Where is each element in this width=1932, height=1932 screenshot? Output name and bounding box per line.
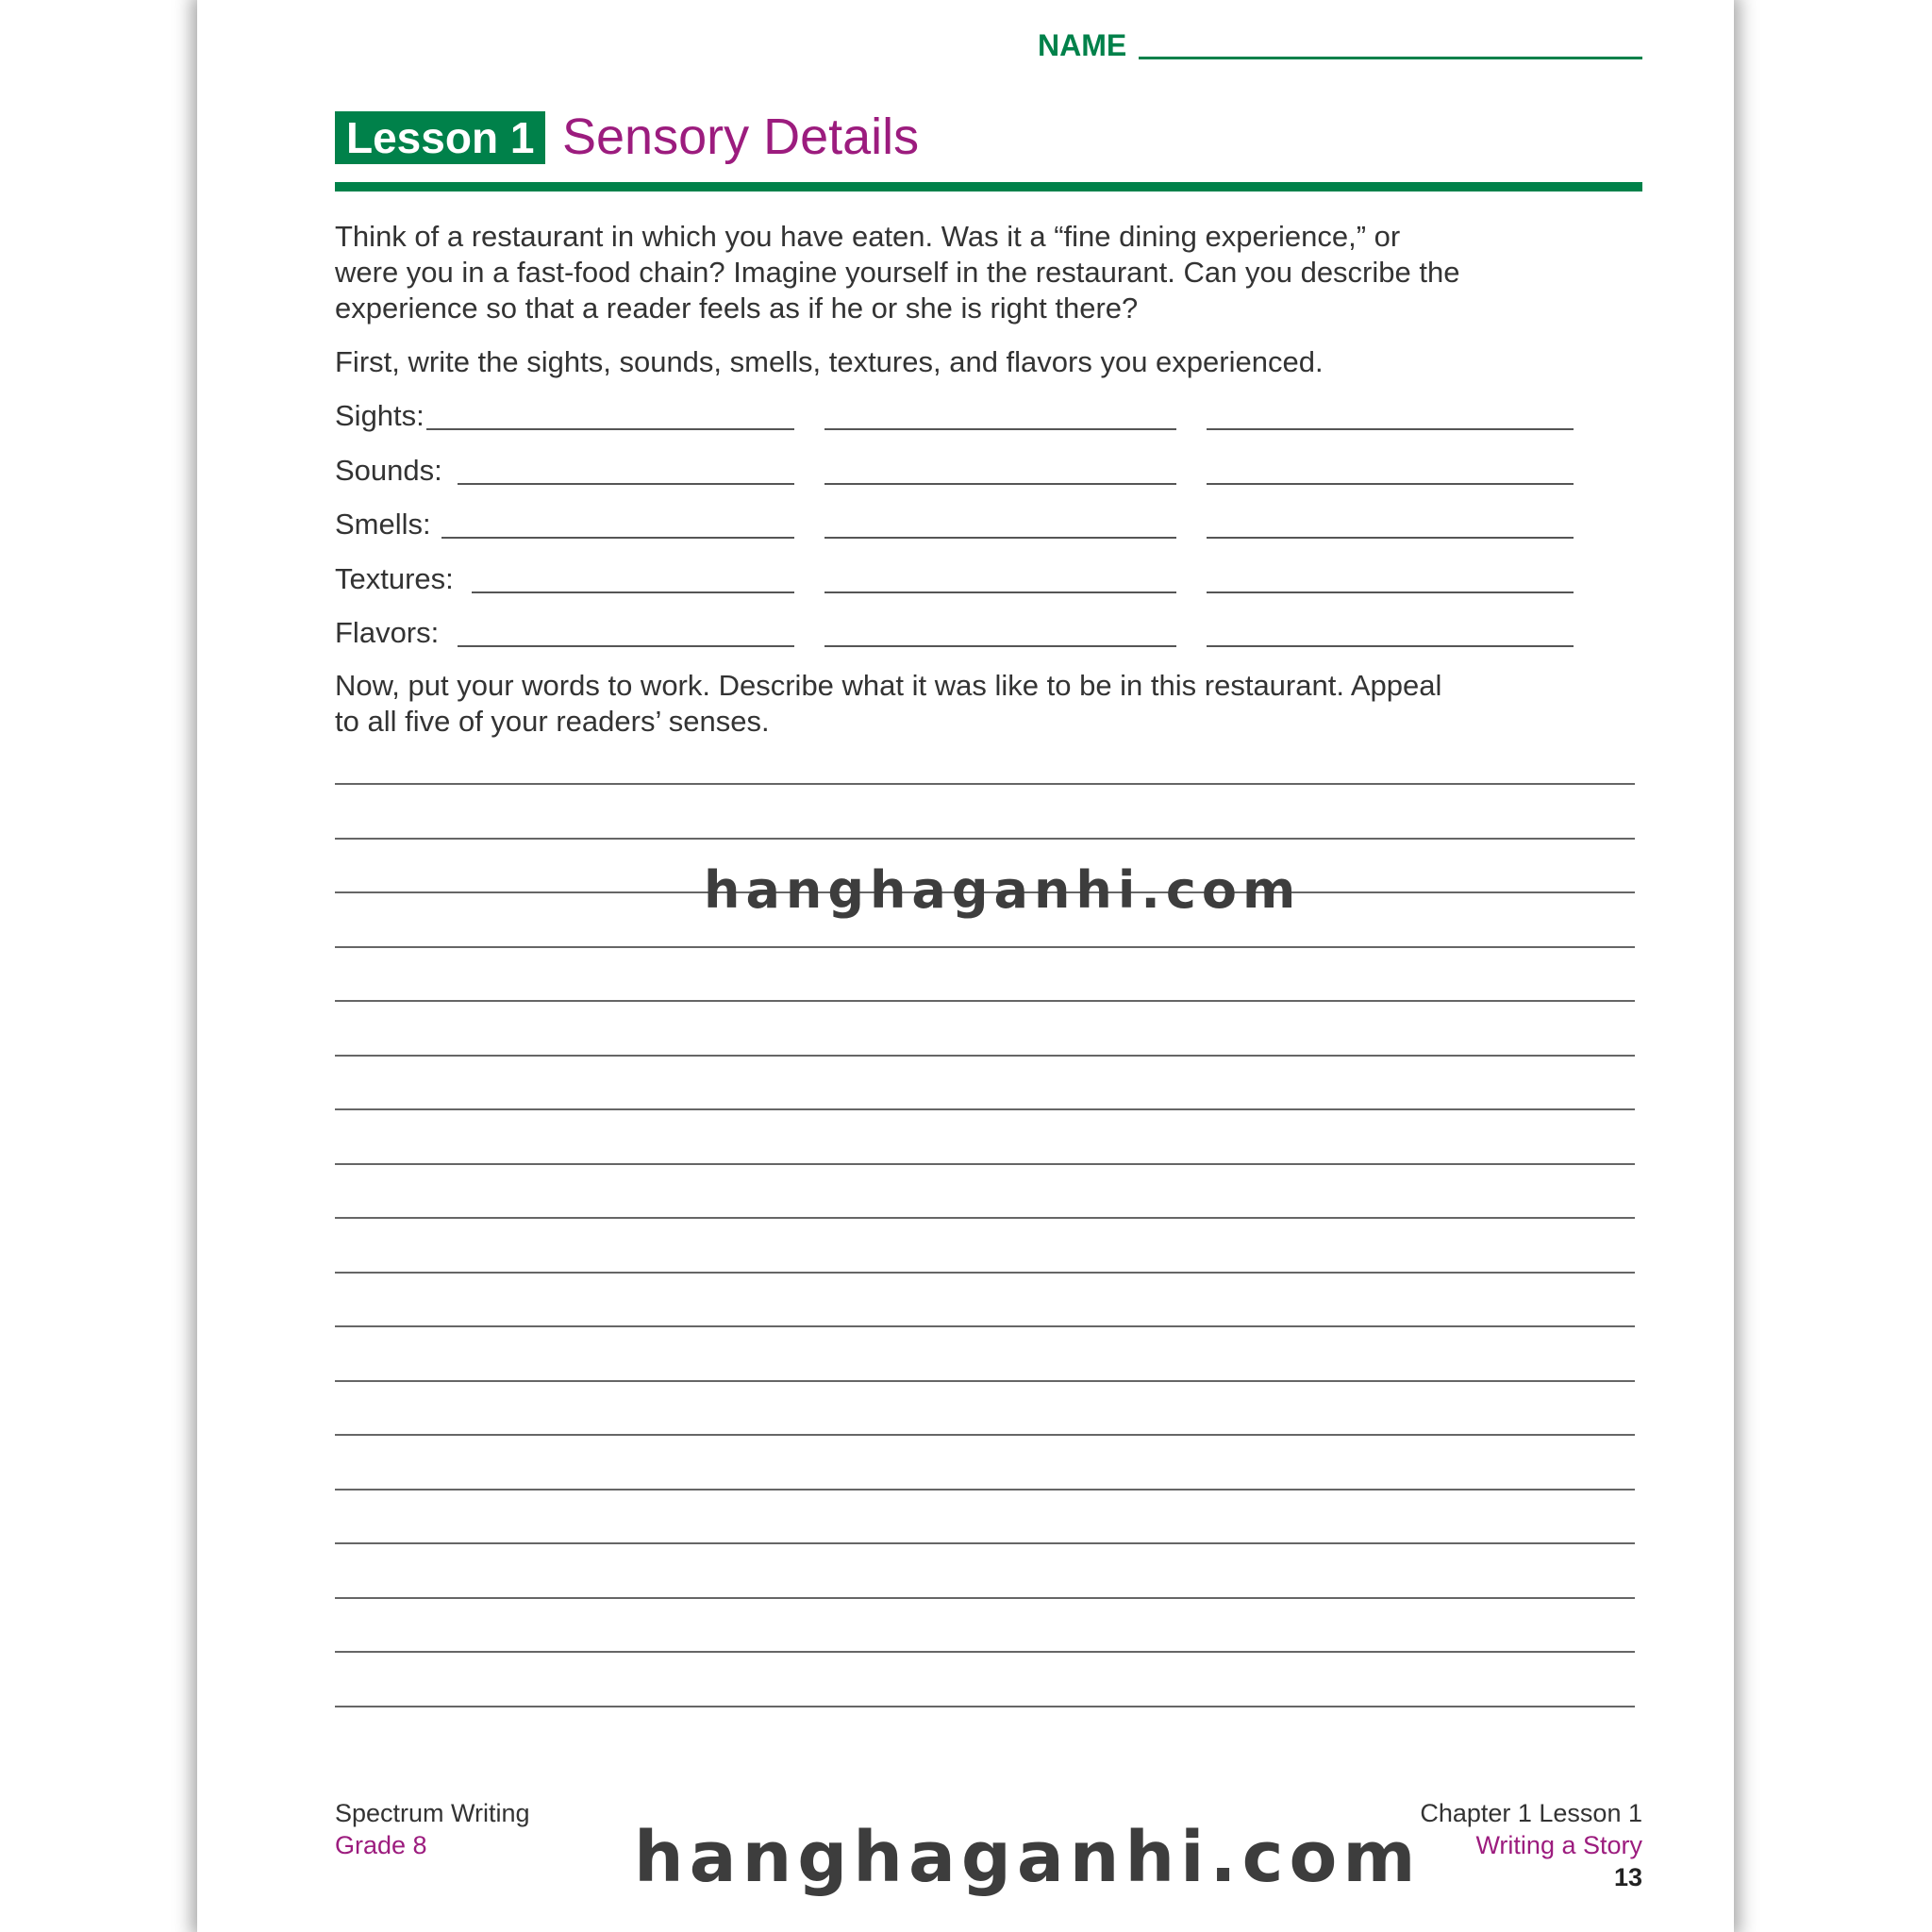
sense-row [335, 507, 431, 542]
writing-line[interactable] [335, 1325, 1635, 1327]
lesson-title: Sensory Details [562, 108, 920, 165]
footer-right [1420, 1797, 1642, 1893]
sense-blank[interactable] [426, 428, 794, 430]
sense-row [335, 398, 425, 434]
writing-line[interactable] [335, 1651, 1635, 1653]
intro-paragraph [335, 219, 1656, 326]
sense-label: Flavors: [335, 616, 440, 649]
sense-blank[interactable] [824, 428, 1176, 430]
sense-label: Smells: [335, 508, 431, 541]
sense-row [335, 615, 439, 651]
intro-line: experience so that a reader feels as if he or she is right there? [335, 291, 1139, 325]
writing-line[interactable] [335, 946, 1635, 948]
intro-line: were you in a fast-food chain? Imagine yourself in the restaurant. Can you describe the [335, 256, 1460, 289]
sense-blank[interactable] [1207, 428, 1574, 430]
writing-line[interactable] [335, 1163, 1635, 1165]
writing-line[interactable] [335, 1542, 1635, 1544]
sense-blank[interactable] [472, 591, 794, 593]
sense-row [335, 453, 442, 489]
sense-blank[interactable] [824, 645, 1176, 647]
instruction-1: First, write the sights, sounds, smells, textures, and flavors you experienced. [335, 345, 1324, 378]
writing-line[interactable] [335, 1706, 1635, 1707]
writing-line[interactable] [335, 1489, 1635, 1491]
name-label: NAME [1038, 28, 1127, 62]
sense-label: Sights: [335, 399, 425, 432]
book-title: Spectrum Writing [335, 1799, 530, 1827]
instruction-line: to all five of your readers’ senses. [335, 705, 770, 738]
writing-line[interactable] [335, 1272, 1635, 1274]
sense-blank[interactable] [1207, 591, 1574, 593]
sense-blank[interactable] [1207, 537, 1574, 539]
page-number: 13 [1613, 1863, 1642, 1891]
section-label: Writing a Story [1475, 1831, 1642, 1859]
writing-line[interactable] [335, 1380, 1635, 1382]
sense-blank[interactable] [458, 645, 794, 647]
writing-line[interactable] [335, 838, 1635, 840]
watermark: hanghaganhi.com [704, 860, 1302, 920]
intro-line: Think of a restaurant in which you have eaten. Was it a “fine dining experience,” or [335, 220, 1401, 253]
sense-label: Sounds: [335, 453, 442, 487]
writing-line[interactable] [335, 783, 1635, 785]
footer-left [335, 1797, 530, 1861]
writing-line[interactable] [335, 1055, 1635, 1057]
instruction-2 [335, 668, 1656, 740]
lesson-badge: Lesson 1 [335, 111, 545, 164]
writing-line[interactable] [335, 1108, 1635, 1110]
watermark-footer: hanghaganhi.com [634, 1817, 1422, 1898]
sense-row [335, 561, 454, 597]
sense-blank[interactable] [824, 591, 1176, 593]
writing-line[interactable] [335, 1434, 1635, 1436]
sense-blank[interactable] [824, 483, 1176, 485]
chapter-label: Chapter 1 Lesson 1 [1420, 1799, 1642, 1827]
sense-blank[interactable] [441, 537, 794, 539]
writing-line[interactable] [335, 1597, 1635, 1599]
sense-blank[interactable] [458, 483, 794, 485]
sense-blank[interactable] [1207, 645, 1574, 647]
grade-label: Grade 8 [335, 1831, 427, 1859]
sense-blank[interactable] [1207, 483, 1574, 485]
writing-line[interactable] [335, 1217, 1635, 1219]
title-rule [335, 182, 1642, 192]
sense-blank[interactable] [824, 537, 1176, 539]
sense-label: Textures: [335, 561, 454, 595]
instruction-line: Now, put your words to work. Describe what it was like to be in this restaurant. Appeal [335, 669, 1442, 702]
writing-line[interactable] [335, 1000, 1635, 1002]
name-field[interactable] [1139, 57, 1642, 59]
